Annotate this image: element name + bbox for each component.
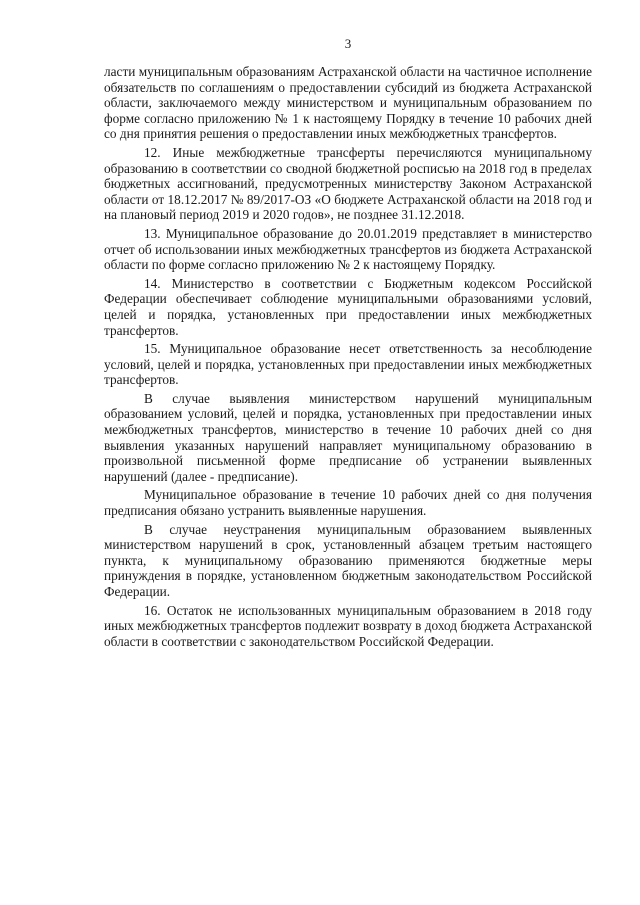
page-number: 3 [344, 36, 352, 51]
paragraph-item-13: 13. Муниципальное образование до 20.01.2019 представляет в министерство отчет об использовании иных межбюджетных трансфертов из бюджета Астраханской области по форме согласно приложению № 2 к настоящему Порядку. [104, 225, 592, 273]
paragraph-violations: В случае выявления министерством нарушений муниципальным образованием условий, целей и порядка, установленных при предоставлении иных межбюджетных трансфертов, министерство в течение 10 рабочих дней со дня выявления указанных нарушений направляет муниципальному образованию в произвольной письменной форме предписание об устранении выявленных нарушений (далее - предписание). [104, 390, 592, 484]
paragraph-item-14: 14. Министерство в соответствии с Бюджетным кодексом Российской Федерации обеспечивает соблюдение муниципальными образованиями условий, целей и порядка, установленных при предоставлении иных межбюджетных трансфертов. [104, 275, 592, 338]
paragraph-continuation: ласти муниципальным образованиям Астраханской области на частичное исполнение обязательств по соглашениям о предоставлении субсидий из бюджета Астраханской области, заключаемого между министерством и муниципальным образованием по форме согласно приложению № 1 к настоящему Порядку в течение 10 рабочих дней со дня принятия решения о предоставлении иных межбюджетных трансфертов. [104, 64, 592, 142]
paragraph-enforcement: В случае неустранения муниципальным образованием выявленных министерством нарушений в срок, установленный абзацем третьим настоящего пункта, к муниципальному образованию применяются бюджетные меры принуждения в порядке, установленном бюджетным законодательством Российской Федерации. [104, 521, 592, 599]
paragraph-item-16: 16. Остаток не использованных муниципальным образованием в 2018 году иных межбюджетных трансфертов подлежит возврату в доход бюджета Астраханской области в соответствии с законодательством Российской Федерации. [104, 602, 592, 649]
paragraph-item-15: 15. Муниципальное образование несет ответственность за несоблюдение условий, целей и порядка, установленных при предоставлении иных межбюджетных трансфертов. [104, 341, 592, 388]
paragraph-remedy-deadline: Муниципальное образование в течение 10 рабочих дней со дня получения предписания обязано устранить выявленные нарушения. [104, 487, 592, 519]
paragraph-item-12: 12. Иные межбюджетные трансферты перечисляются муниципальному образованию в соответствии со сводной бюджетной росписью на 2018 год в пределах бюджетных ассигнований, предусмотренных министерству Законом Астраханской области от 18.12.2017 № 89/2017-ОЗ «О бюджете Астраханской области на 2018 год и на плановый период 2019 и 2020 годов», не позднее 31.12.2018. [104, 144, 592, 223]
